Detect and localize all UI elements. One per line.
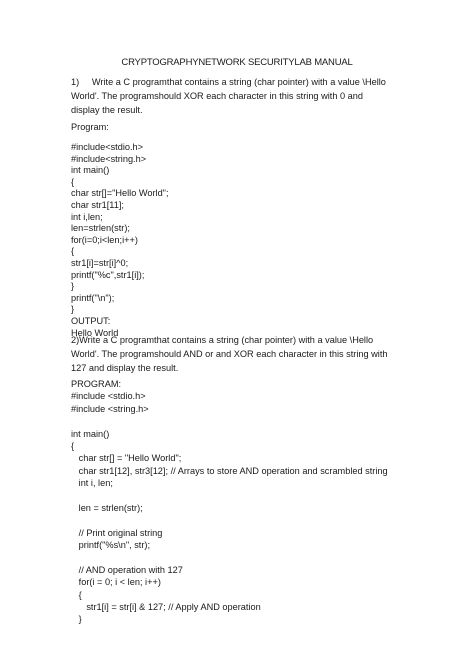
q2-line: 127 and display the result. — [71, 363, 179, 373]
q1-line: World'. The programshould XOR each character in this string with 0 and — [71, 91, 363, 101]
code-line: #include<stdio.h> — [71, 142, 144, 152]
code-line: char str1[11]; — [71, 199, 124, 210]
code-line: { — [71, 440, 75, 451]
page-title: CRYPTOGRAPHYNETWORK SECURITYLAB MANUAL — [121, 57, 353, 68]
code-line: str1[i] = str[i] & 127; // Apply AND operation — [71, 602, 261, 613]
q2-line: World'. The programshould AND or and XOR each character in this string with — [71, 349, 388, 359]
code-line: for(i=0;i<len;i++) — [71, 234, 138, 245]
code-line: #include <stdio.h> — [71, 391, 146, 402]
code-line — [71, 514, 411, 526]
code-line: { — [71, 589, 82, 600]
q2-program-label: PROGRAM: — [71, 379, 122, 389]
code-line: } — [71, 281, 75, 292]
code-line — [71, 551, 411, 563]
code-line: int main() — [71, 428, 110, 439]
code-line: char str[] = "Hello World"; — [71, 453, 182, 464]
code-line: } — [71, 304, 75, 315]
q2-line: 2)Write a C programthat contains a string (char pointer) with a value \Hello — [71, 335, 374, 345]
code-line: printf("%c",str1[i]); — [71, 269, 145, 280]
q2-text — [71, 333, 411, 375]
code-line: #include <string.h> — [71, 403, 149, 414]
code-line: { — [71, 246, 75, 257]
q1-code-block — [71, 142, 411, 339]
code-line: // AND operation with 127 — [71, 564, 183, 575]
q1-program-label: Program: — [71, 122, 109, 132]
code-line: char str1[12], str3[12]; // Arrays to store AND operation and scrambled string — [71, 465, 388, 476]
code-line: for(i = 0; i < len; i++) — [71, 577, 161, 588]
q1-text — [71, 75, 411, 117]
code-line: char str[]="Hello World"; — [71, 188, 169, 199]
code-line: int i, len; — [71, 478, 113, 489]
output-label: OUTPUT: — [71, 315, 111, 326]
q2-code-block — [71, 378, 411, 626]
code-line: #include<string.h> — [71, 153, 147, 164]
code-line: printf("\n"); — [71, 292, 115, 303]
code-line: } — [71, 614, 82, 625]
code-line: // Print original string — [71, 527, 163, 538]
q1-line: 1) Write a C programthat contains a string (char pointer) with a value \Hello — [71, 77, 386, 87]
code-line: str1[i]=str[i]^0; — [71, 257, 129, 268]
code-line — [71, 415, 411, 427]
code-line: printf("%s\n", str); — [71, 540, 151, 551]
output-value: Hello World — [71, 327, 119, 338]
code-line: int main() — [71, 165, 110, 176]
code-line: { — [71, 176, 75, 187]
code-line — [71, 490, 411, 502]
q1-line: display the result. — [71, 105, 143, 115]
code-line: len = strlen(str); — [71, 502, 143, 513]
code-line: int i,len; — [71, 211, 103, 222]
code-line: len=strlen(str); — [71, 223, 130, 234]
